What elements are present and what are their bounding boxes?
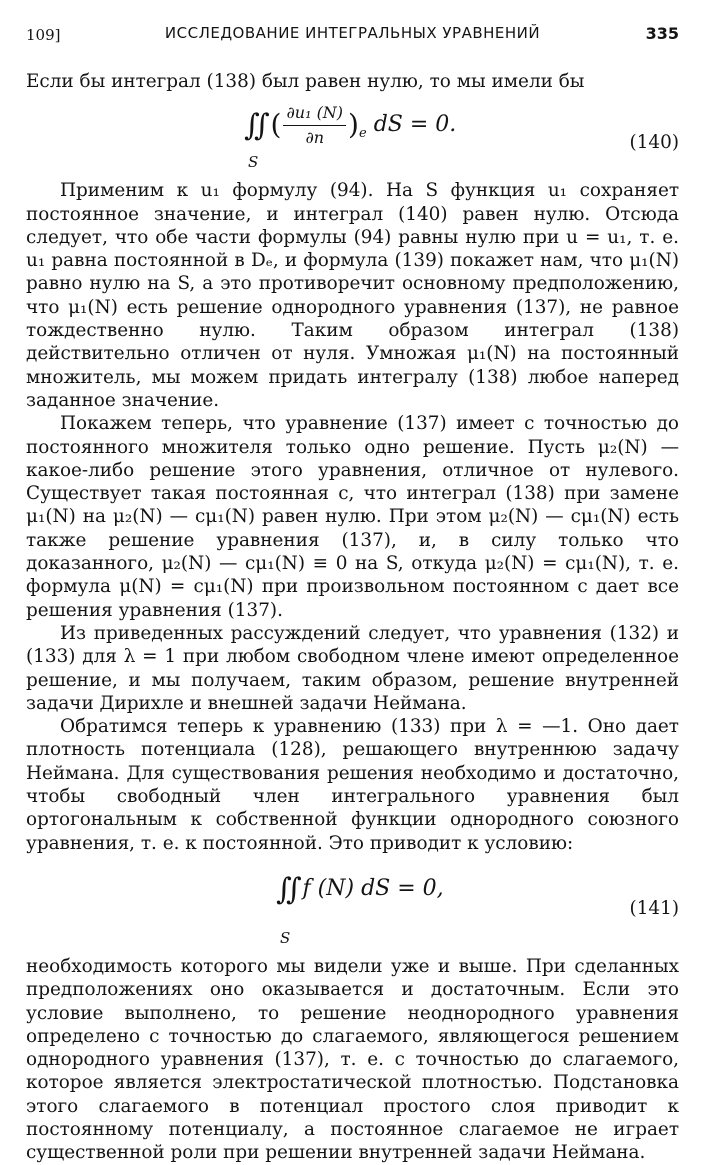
integral-domain-s: S	[280, 928, 291, 947]
page-number: 335	[645, 24, 679, 43]
running-header	[26, 24, 679, 46]
double-integral-sign: ∬	[244, 108, 264, 144]
formula-140	[26, 93, 679, 179]
formula-141	[26, 855, 679, 955]
formula-140-expression: ∬ ( $\frac{\text{∂u₁ (N)}}{\partial n}$ )$_e$ dS = 0.	[244, 101, 456, 149]
formula-141-expression	[276, 871, 444, 907]
body-text	[26, 70, 679, 1165]
paragraph-1: Если бы интеграл (138) был равен нулю, то мы имели бы	[26, 71, 585, 92]
paragraph-6: необходимость которого мы видели уже и выше. При сделанных предположениях оно оказывается и достаточным. Если это условие выполнено, то решение неоднородного уравнения определено с точностью до слагаемого, являющегося решением однородного уравнения (137), т. е. с точностью до слагаемого, которое является электростатической плотностью. Подстановка этого слагаемого в потенциал простого слоя приводит к постоянному потенциалу, а постоянное слагаемое не играет существенной роли при решении внутренней задачи Неймана.	[26, 955, 679, 1164]
partial-derivative-fraction	[283, 101, 346, 149]
paragraph-3: Покажем теперь, что уравнение (137) имеет с точностью до постоянного множителя только одно решение. Пусть μ₂(N) — какое-либо решение этого уравнения, отличное от нулевого. Существует такая постоянная c, что интеграл (138) при замене μ₁(N) на μ₂(N) — cμ₁(N) равен нулю. При этом μ₂(N) — cμ₁(N) есть также решение уравнения (137), и, в силу только что доказанного, μ₂(N) — cμ₁(N) ≡ 0 на S, откуда μ₂(N) = cμ₁(N), т. е. формула μ(N) = cμ₁(N) при произвольном постоянном c дает все решения уравнения (137).	[26, 413, 679, 621]
section-number: 109]	[26, 26, 61, 44]
formula-141-body: f (N) dS = 0,	[302, 875, 444, 901]
equation-number-140: (140)	[629, 132, 679, 154]
running-title: ИССЛЕДОВАНИЕ ИНТЕГРАЛЬНЫХ УРАВНЕНИЙ	[164, 24, 541, 42]
integral-domain-s: S	[248, 153, 259, 172]
fraction-denominator: ∂n	[305, 127, 325, 147]
paragraph-2: Применим к u₁ формулу (94). На S функция u₁ сохраняет постоянное значение, и интеграл (140) равен нулю. Отсюда следует, что обе части формулы (94) равны нулю при u = u₁, т. е. u₁ равна постоянной в Dₑ, и формула (139) покажет нам, что μ₁(N) равно нулю на S, а это противоречит основному предположению, что μ₁(N) есть решение однородного уравнения (137), не равное тождественно нулю. Таким образом интеграл (138) действительно отличен от нуля. Умножая μ₁(N) на постоянный множитель, мы можем придать интегралу (138) любое наперед заданное значение.	[26, 180, 679, 411]
subscript-e: e	[358, 126, 367, 142]
fraction-numerator: ∂u₁ (N)	[283, 101, 346, 125]
formula-140-tail: dS = 0.	[373, 112, 457, 138]
paragraph-5: Обратимся теперь к уравнению (133) при λ = —1. Оно дает плотность потенциала (128), решающего внутреннюю задачу Неймана. Для существования решения необходимо и достаточно, чтобы свободный член интегрального уравнения был ортогональным к собственной функции однородного союзного уравнения, т. е. к постоянной. Это приводит к условию:	[26, 716, 679, 854]
paragraph-4: Из приведенных рассуждений следует, что уравнения (132) и (133) для λ = 1 при любом свободном члене имеют определенное решение, и мы получаем, таким образом, решение внутренней задачи Дирихле и внешней задачи Неймана.	[26, 622, 679, 714]
equation-number-141: (141)	[629, 897, 679, 919]
double-integral-sign: ∬	[276, 871, 296, 907]
